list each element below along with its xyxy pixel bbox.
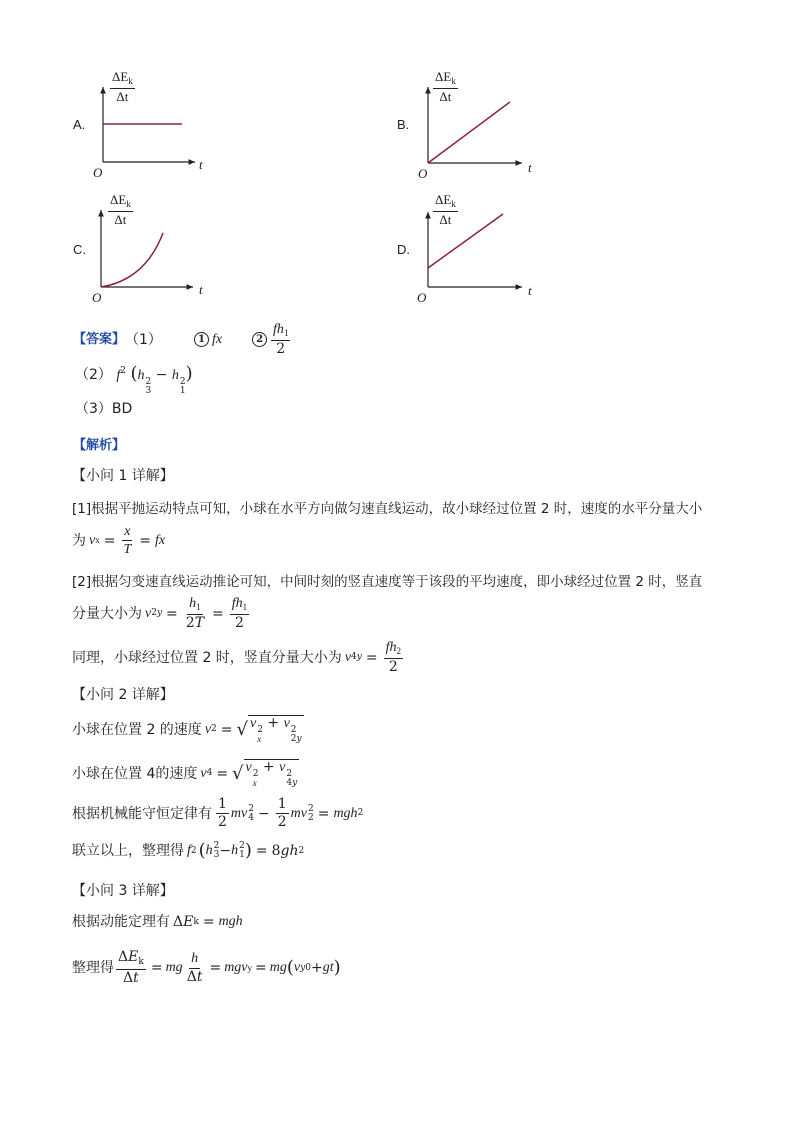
q3-line-1: 根据动能定理有 ΔE k = mgh	[72, 914, 243, 930]
option-b-label: B.	[397, 117, 410, 132]
t-label-a: t	[199, 157, 203, 172]
q1-paragraph-2b: 分量大小为 v 2y = $\frac{h_1}{2T}$ = $\frac{fh_1}{2}$	[72, 596, 248, 631]
t-label-b: t	[528, 160, 532, 175]
q3-heading: 【小问 3 详解】	[72, 883, 174, 899]
q1-paragraph-2a: [2]根据匀变速直线运动推论可知，中间时刻的竖直速度等于该段的平均速度，即小球经过位置 2 时，竖直	[72, 574, 703, 590]
q1-paragraph-3: 同理，小球经过位置 2 时，竖直分量大小为 v 4y = $\frac{fh_2}{2}$	[72, 640, 401, 675]
answer-line-2: （2） $f^2$ (h 2 3 − h 2 1 )	[75, 363, 193, 396]
circled-2: 2	[252, 332, 267, 347]
curve-parabola	[101, 233, 163, 287]
origin-label-a: O	[93, 165, 103, 180]
origin-label-c: O	[92, 290, 102, 305]
q2-line-3: 根据机械能守恒定律有 $\frac{1}{2}$ mv 2 4 − $\frac{1}{2}$ mv 2 2 = mgh 2	[72, 796, 364, 831]
q1-paragraph-1b: 为 v x = $\frac{x}{T}$ = fx	[72, 524, 166, 558]
y-axis-label-c: $\frac{\Delta E_k}{\Delta t}$	[110, 192, 131, 227]
q3-line-2: 整理得 $\frac{\Delta E_k}{\Delta t}$ = mg $\frac{h}{\Delta t}$ = mgv y = mg ( v y0 + gt )	[72, 949, 341, 986]
answer-line-1: 【答案】 （1） 1 fx 2 $\frac{fh_1}{2}$	[73, 322, 289, 357]
option-d-label: D.	[397, 242, 410, 257]
curve-proportional	[428, 102, 510, 163]
option-graphs	[0, 0, 794, 310]
q2-line-4: 联立以上，整理得 f 2 ( h 2 3 − h 2 1 ) = 8gh 2	[72, 840, 305, 861]
q2-line-1: 小球在位置 2 的速度 v 2 = √ v 2 x + v 2 2y	[72, 715, 302, 744]
q2-heading: 【小问 2 详解】	[72, 687, 174, 703]
q1-paragraph-1a: [1]根据平抛运动特点可知，小球在水平方向做匀速直线运动，故小球经过位置 2 时，速度的水平分量大小	[72, 501, 703, 517]
circled-1: 1	[194, 332, 209, 347]
origin-label-b: O	[418, 166, 428, 181]
answer-1-value: fx	[211, 331, 223, 347]
option-c-label: C.	[73, 242, 86, 257]
option-a-label: A.	[73, 117, 86, 132]
answer-line-3: （3）BD	[75, 401, 133, 417]
y-axis-label-a: $\frac{\Delta E_k}{\Delta t}$	[112, 69, 133, 104]
q1-heading: 【小问 1 详解】	[72, 468, 174, 484]
y-axis-label-d: $\frac{\Delta E_k}{\Delta t}$	[435, 192, 456, 227]
t-label-d: t	[528, 283, 532, 298]
q2-line-2: 小球在位置 4的速度 v 4 = √ v 2 x + v 2 4y	[72, 759, 298, 788]
analysis-label: 【解析】	[73, 438, 126, 453]
y-axis-label-b: $\frac{\Delta E_k}{\Delta t}$	[435, 69, 456, 104]
answer-2-fraction: $\frac{fh_1}{2}$	[273, 322, 289, 357]
t-label-c: t	[199, 282, 203, 297]
origin-label-d: O	[417, 290, 427, 305]
answer-label: 【答案】	[73, 332, 126, 348]
